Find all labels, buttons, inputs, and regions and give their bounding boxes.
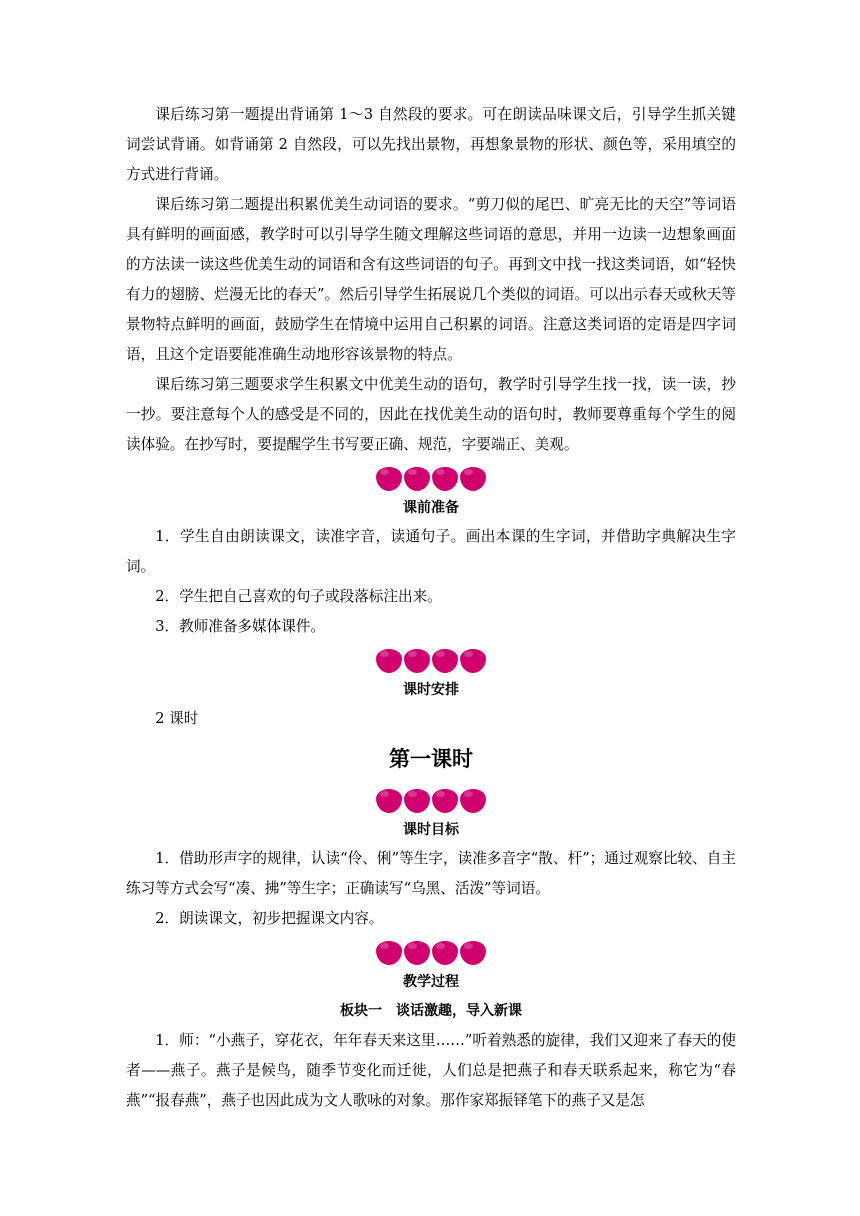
intro-paragraph-2: 课后练习第二题提出积累优美生动词语的要求。“剪刀似的尾巴、旷亮无比的天空”等词语具有鲜明的画面感，教学时可以引导学生随文理解这些词语的意思，并用一边读一边想象画面的方法读一读这些优美生动的词语和含有这些词语的句子。再到文中找一找这类词语，如“轻快有力的翅膀、烂漫无比的春天”。然后引导学生拓展说几个类似的词语。可以出示春天或秋天等景物特点鲜明的画面，鼓励学生在情境中运用自己积累的词语。注意这类词语的定语是四字词语，且这个定语要能准确生动地形容该景物的特点。 [126, 196, 736, 363]
ornament-divider [126, 786, 736, 816]
schedule-text: 2 课时 [155, 710, 199, 727]
ornament-divider [126, 464, 736, 494]
petal-icon [460, 789, 486, 813]
petal-icon [432, 649, 458, 673]
petal-icon [432, 789, 458, 813]
lesson-title: 第一课时 [389, 747, 473, 771]
ornament-divider [126, 646, 736, 676]
petal-icon [404, 941, 430, 965]
section-title-prep: 课前准备 [403, 500, 459, 516]
ornament-divider [126, 938, 736, 968]
petal-icon [404, 467, 430, 491]
petal-icon [460, 941, 486, 965]
prep-item-3: 3．教师准备多媒体课件。 [155, 618, 326, 635]
petal-icon [460, 467, 486, 491]
petal-icon [376, 789, 402, 813]
section-title-process: 教学过程 [403, 974, 459, 990]
petal-icon [404, 649, 430, 673]
intro-paragraph-3: 课后练习第三题要求学生积累文中优美生动的语句，教学时引导学生找一找，读一读，抄一抄。要注意每个人的感受是不同的，因此在找优美生动的语句时，教师要尊重每个学生的阅读体验。在抄写时，要提醒学生书写要正确、规范，字要端正、美观。 [126, 376, 736, 453]
petal-icon [432, 941, 458, 965]
section-title-goals: 课时目标 [403, 822, 459, 838]
petal-icon [376, 467, 402, 491]
section-title-schedule: 课时安排 [403, 682, 459, 698]
petal-icon [460, 649, 486, 673]
block-title: 板块一 谈话激趣，导入新课 [340, 1003, 522, 1019]
prep-item-1: 1．学生自由朗读课文，读准字音，读通句子。画出本课的生字词，并借助字典解决生字词。 [126, 528, 736, 575]
intro-paragraph-1: 课后练习第一题提出背诵第 1～3 自然段的要求。可在朗读品味课文后，引导学生抓关键词尝试背诵。如背诵第 2 自然段，可以先找出景物，再想象景物的形状、颜色等，采用填空的方式进行背诵。 [126, 106, 736, 183]
goal-item-2: 2．朗读课文，初步把握课文内容。 [155, 910, 384, 927]
process-paragraph-1: 1．师：“小燕子，穿花衣，年年春天来这里……”听着熟悉的旋律，我们又迎来了春天的使者——燕子。燕子是候鸟，随季节变化而迁徙，人们总是把燕子和春天联系起来，称它为“春燕”“报春燕”，燕子也因此成为文人歌咏的对象。那作家郑振铎笔下的燕子又是怎 [126, 1032, 736, 1109]
petal-icon [376, 941, 402, 965]
goal-item-1: 1．借助形声字的规律，认读“伶、俐”等生字，读准多音字“散、杆”；通过观察比较、自主练习等方式会写“凑、拂”等生字；正确读写“乌黑、活泼”等词语。 [126, 850, 736, 897]
petal-icon [376, 649, 402, 673]
document-body [126, 100, 736, 1116]
petal-icon [432, 467, 458, 491]
prep-item-2: 2．学生把自己喜欢的句子或段落标注出来。 [155, 588, 442, 605]
petal-icon [404, 789, 430, 813]
